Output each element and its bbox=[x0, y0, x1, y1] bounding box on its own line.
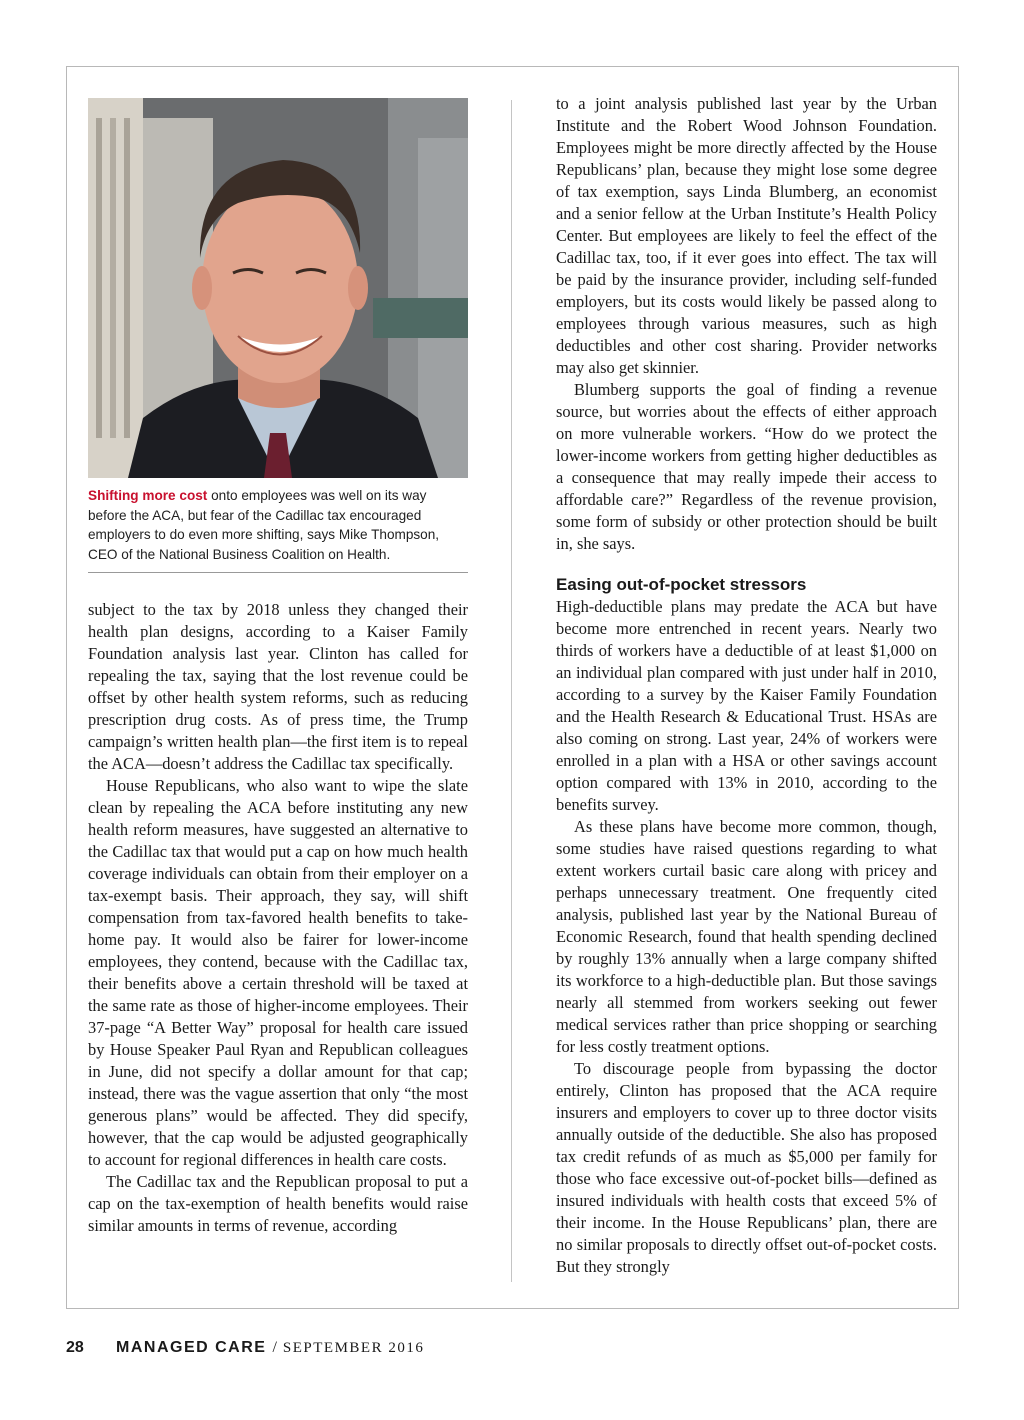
right-paragraph-2: Blumberg supports the goal of finding a revenue source, but worries about the effects of either approach on more vulnerable workers. “How do we protect the lower-income workers from getting higher deductibles as a consequence that may really impede their access to affordable care?” Regardless of the revenue provision, some form of subsidy or other protection should be built in, she says. bbox=[556, 380, 937, 553]
caption-lead: Shifting more cost bbox=[88, 488, 208, 503]
left-paragraph-3: The Cadillac tax and the Republican proposal to put a cap on the tax-exemption of health benefits would raise similar amounts in terms of revenue, according bbox=[88, 1172, 468, 1235]
magazine-name: MANAGED CARE bbox=[116, 1339, 267, 1356]
right-column bbox=[556, 93, 937, 1278]
right-paragraph-5: To discourage people from bypassing the doctor entirely, Clinton has proposed that the ACA require insurers and employers to cover up to three doctor visits annually outside of the deductible. She also has proposed tax credit refunds of as much as $5,000 per family for those who face excessive out-of-pocket bills—defined as insured individuals with health costs that exceed 5% of their income. In the House Republicans’ plan, there are no similar proposals to directly offset out-of-pocket costs. But they strongly bbox=[556, 1059, 937, 1276]
left-column bbox=[88, 98, 468, 1237]
page-number: 28 bbox=[66, 1339, 84, 1356]
right-paragraph-3: High-deductible plans may predate the ACA but have become more entrenched in recent years. Nearly two thirds of workers have a deductible of at least $1,000 on an individual plan compared with just under half in 2010, according to a survey by the Kaiser Family Foundation and the Health Research & Educational Trust. HSAs are also coming on strong. Last year, 24% of workers were enrolled in a plan with a HSA or other savings account option compared with 13% in 2010, according to the benefits survey. bbox=[556, 597, 937, 814]
left-paragraph-2: House Republicans, who also want to wipe the slate clean by repealing the ACA before instituting any new health reform measures, have suggested an alternative to the Cadillac tax that would put a cap on how much health coverage individuals can obtain from their employer on a tax-exempt basis. Their approach, they say, will shift compensation from tax-favored health benefits to take-home pay. It would also be fairer for lower-income employees, they contend, because with the Cadillac tax, their benefits above a certain threshold will be taxed at the same rate as those of higher-income employees. Their 37-page “A Better Way” proposal for health care issued by House Speaker Paul Ryan and Republican colleagues in June, did not specify a dollar amount for that cap; instead, there was the vague assertion that only “the most generous plans” would be affected. They did specify, however, that the cap would be adjusted geographically to account for regional differences in health care costs. bbox=[88, 776, 468, 1169]
issue-date: SEPTEMBER 2016 bbox=[282, 1340, 425, 1356]
right-paragraph-1: to a joint analysis published last year by the Urban Institute and the Robert Wood Johnson Foundation. Employees might be more directly affected by the House Republicans’ plan, because they might lose some degree of tax exemption, says Linda Blumberg, an economist and a senior fellow at the Urban Institute’s Health Policy Center. But employees are likely to feel the effect of the Cadillac tax, too, if it ever goes into effect. The tax will be paid by the insurance provider, including self-funded employers, but its costs would likely be passed along to employees through various measures, such as high deductibles and other cost sharing. Provider networks may also get skinnier. bbox=[556, 94, 937, 377]
section-subhead: Easing out-of-pocket stressors bbox=[556, 575, 807, 594]
portrait-illustration bbox=[88, 98, 468, 478]
left-paragraph-1: subject to the tax by 2018 unless they changed their health plan designs, according to a Kaiser Family Foundation analysis last year. Clinton has called for repealing the tax, saying that the lost revenue could be offset by other health system reforms, such as reducing prescription drug costs. As of press time, the Trump campaign’s written health plan—the first item is to repeal the ACA—doesn’t address the Cadillac tax specifically. bbox=[88, 600, 468, 773]
footer-separator: / bbox=[272, 1339, 277, 1356]
page-footer bbox=[66, 1339, 424, 1357]
column-divider bbox=[511, 100, 512, 1282]
portrait-photo bbox=[88, 98, 468, 478]
right-paragraph-4: As these plans have become more common, though, some studies have raised questions regarding to what extent workers curtail basic care along with pricey and perhaps unnecessary treatment. One frequently cited analysis, published last year by the National Bureau of Economic Research, found that health spending declined by roughly 13% annually when a large company shifted its workforce to a high-deductible plan. But those savings nearly all stemmed from workers seeking out fewer medical services rather than price shopping or searching for less costly treatment options. bbox=[556, 817, 937, 1056]
caption-text: onto employees was well on its way before the ACA, but fear of the Cadillac tax encouraged employers to do even more shifting, says Mike Thompson, CEO of the National Business Coalition on Health. bbox=[88, 488, 440, 562]
photo-caption bbox=[88, 486, 468, 573]
